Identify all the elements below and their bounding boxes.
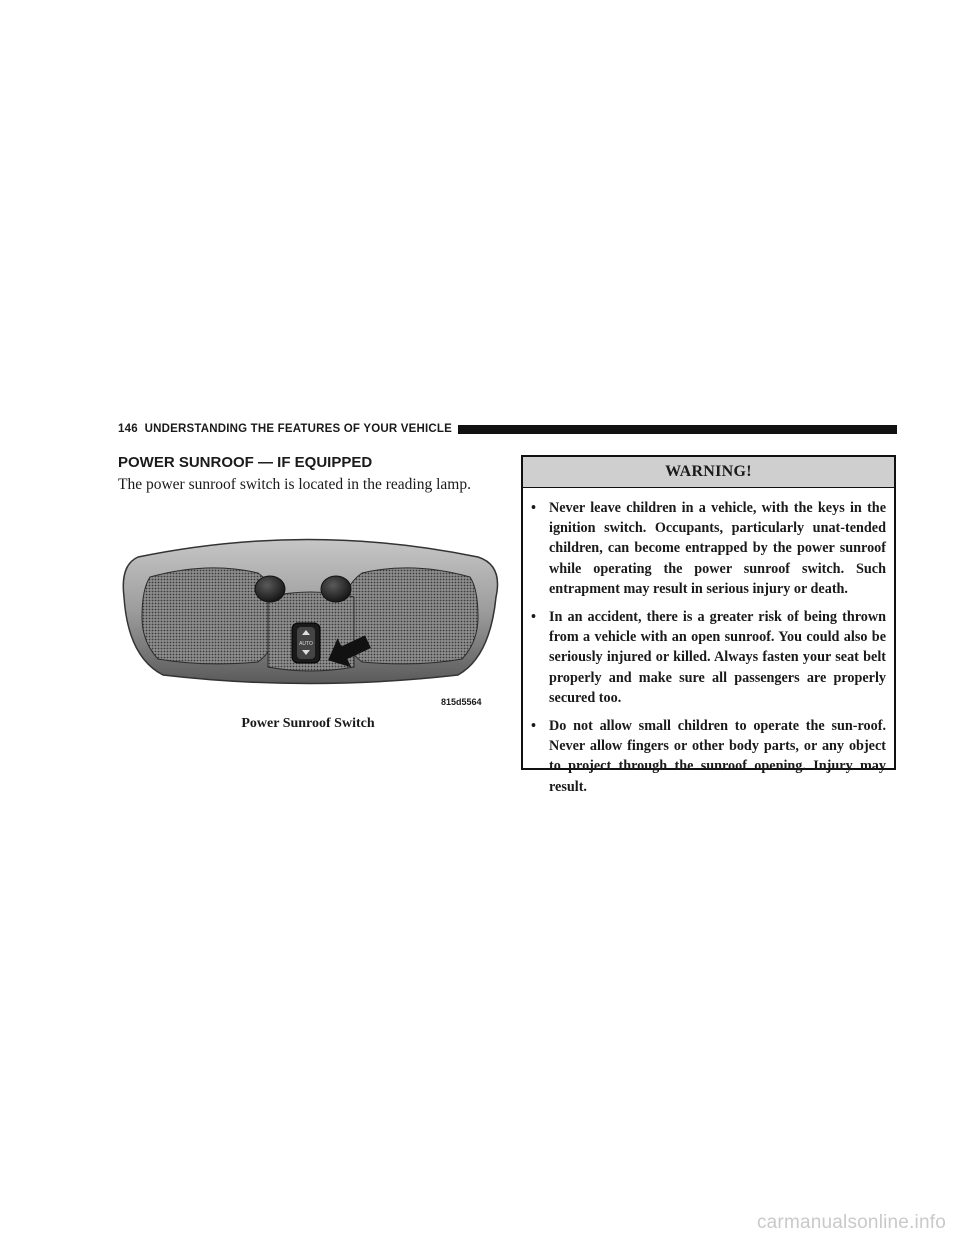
bullet-icon: • (531, 718, 536, 735)
header-rule (458, 425, 897, 434)
warning-item (531, 716, 886, 797)
warning-list (523, 488, 894, 797)
reading-lamp-figure (118, 527, 503, 712)
warning-item-text: In an accident, there is a greater risk of being thrown from a vehicle with an open sunroof. You could also be seriously injured or killed. Always fasten your seat belt properly and make sure all passengers are properly secured too. (549, 609, 886, 706)
page-number: 146 (118, 423, 138, 435)
warning-item (531, 607, 886, 708)
right-lamp-knob (321, 576, 351, 602)
figure-code: 815d5564 (441, 697, 482, 707)
bullet-icon: • (531, 609, 536, 626)
intro-paragraph: The power sunroof switch is located in the reading lamp. (118, 476, 471, 493)
page-header-text (118, 423, 452, 435)
figure-caption: Power Sunroof Switch (241, 716, 375, 731)
warning-title: WARNING! (523, 457, 894, 488)
page-header (118, 421, 897, 437)
chapter-title: UNDERSTANDING THE FEATURES OF YOUR VEHICLE (144, 423, 453, 435)
left-lamp-knob (255, 576, 285, 602)
bullet-icon: • (531, 500, 536, 516)
switch-auto-label: AUTO (299, 641, 313, 647)
warning-box (521, 455, 896, 795)
warning-item-text: Do not allow small children to operate the sun-roof. Never allow fingers or other body parts, or any object to project through the sunroof opening. Injury may result. (549, 718, 886, 795)
warning-item-text: Never leave children in a vehicle, with the keys in the ignition switch. Occupants, particularly unat-tended children, can become entrapped by the power sunroof while operating the power sunroof switch. Such entrapment may result in serious injury or death. (549, 500, 886, 597)
warning-item (531, 498, 886, 599)
section-title: POWER SUNROOF — IF EQUIPPED (118, 454, 373, 471)
watermark: carmanualsonline.info (756, 1212, 946, 1233)
reading-lamp-illustration (118, 527, 503, 712)
